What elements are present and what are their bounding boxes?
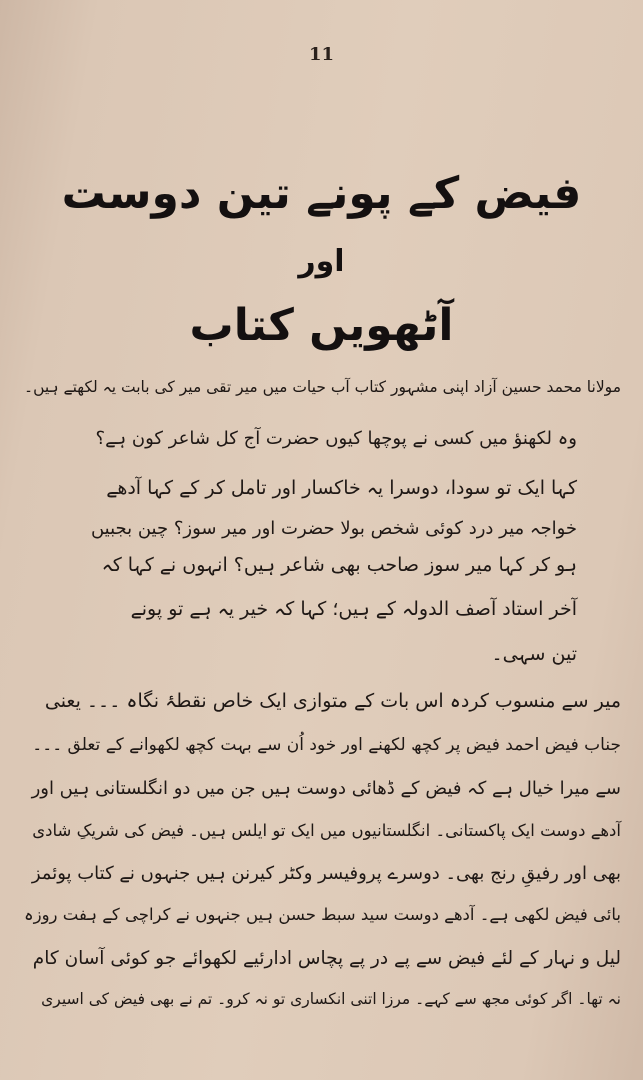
body-line: بائی فیض لکھی ہے۔ آدھے دوست سید سبط حسن ہیں جنہوں نے کراچی کے ہفت روزہ <box>23 905 621 924</box>
chapter-title-conjunction: اور <box>298 244 345 279</box>
body-line: سے میرا خیال ہے کہ فیض کے ڈھائی دوست ہیں جن میں دو انگلستانی ہیں اور <box>31 778 621 799</box>
quote-line: آخر استاد آصف الدولہ کے ہیں؛ کہا کہ خیر یہ ہے تو پونے <box>130 598 577 620</box>
body-line: بھی اور رفیقِ رنج بھی۔ دوسرے پروفیسر وکٹر کیرنن ہیں جنہوں نے کتاب پوئمز <box>31 863 621 884</box>
body-line: جناب فیض احمد فیض پر کچھ لکھنے اور خود اُن سے بہت کچھ لکھوانے کے تعلق ۔۔۔ <box>32 735 621 755</box>
quote-line: تین سہی۔ <box>491 643 577 665</box>
quote-line: کہا ایک تو سودا، دوسرا یہ خاکسار اور تامل کر کے کہا آدھے <box>106 477 577 499</box>
page-number: 11 <box>308 44 335 65</box>
body-line: آدھے دوست ایک پاکستانی۔ انگلستانیوں میں ایک تو ایلس ہیں۔ فیض کی شریکِ شادی <box>32 821 621 840</box>
body-line: میر سے منسوب کردہ اس بات کے متوازی ایک خاص نقطۂ نگاہ ۔۔۔ یعنی <box>44 690 621 712</box>
body-line: نہ تھا۔ اگر کوئی مجھ سے کہے۔ مرزا اتنی انکساری تو نہ کرو۔ تم نے بھی فیض کی اسیری <box>41 990 621 1008</box>
quote-line: ہو کر کہا میر سوز صاحب بھی شاعر ہیں؟ انہوں نے کہا کہ <box>101 554 577 576</box>
chapter-subtitle: آٹھویں کتاب <box>189 300 454 351</box>
body-line: لیل و نہار کے لئے فیض سے پے در پے پچاس ادارئیے لکھوائے جو کوئی آسان کام <box>32 948 621 969</box>
chapter-title: فیض کے پونے تین دوست <box>61 168 582 219</box>
quote-line: وہ لکھنؤ میں کسی نے پوچھا کیوں حضرت آج کل شاعر کون ہے؟ <box>95 428 577 449</box>
quote-line: خواجہ میر درد کوئی شخص بولا حضرت اور میر سوز؟ چین بجبیں <box>90 518 577 539</box>
body-line: مولانا محمد حسین آزاد اپنی مشہور کتاب آب حیات میں میر تقی میر کی بابت یہ لکھتے ہیں۔ <box>23 378 621 396</box>
